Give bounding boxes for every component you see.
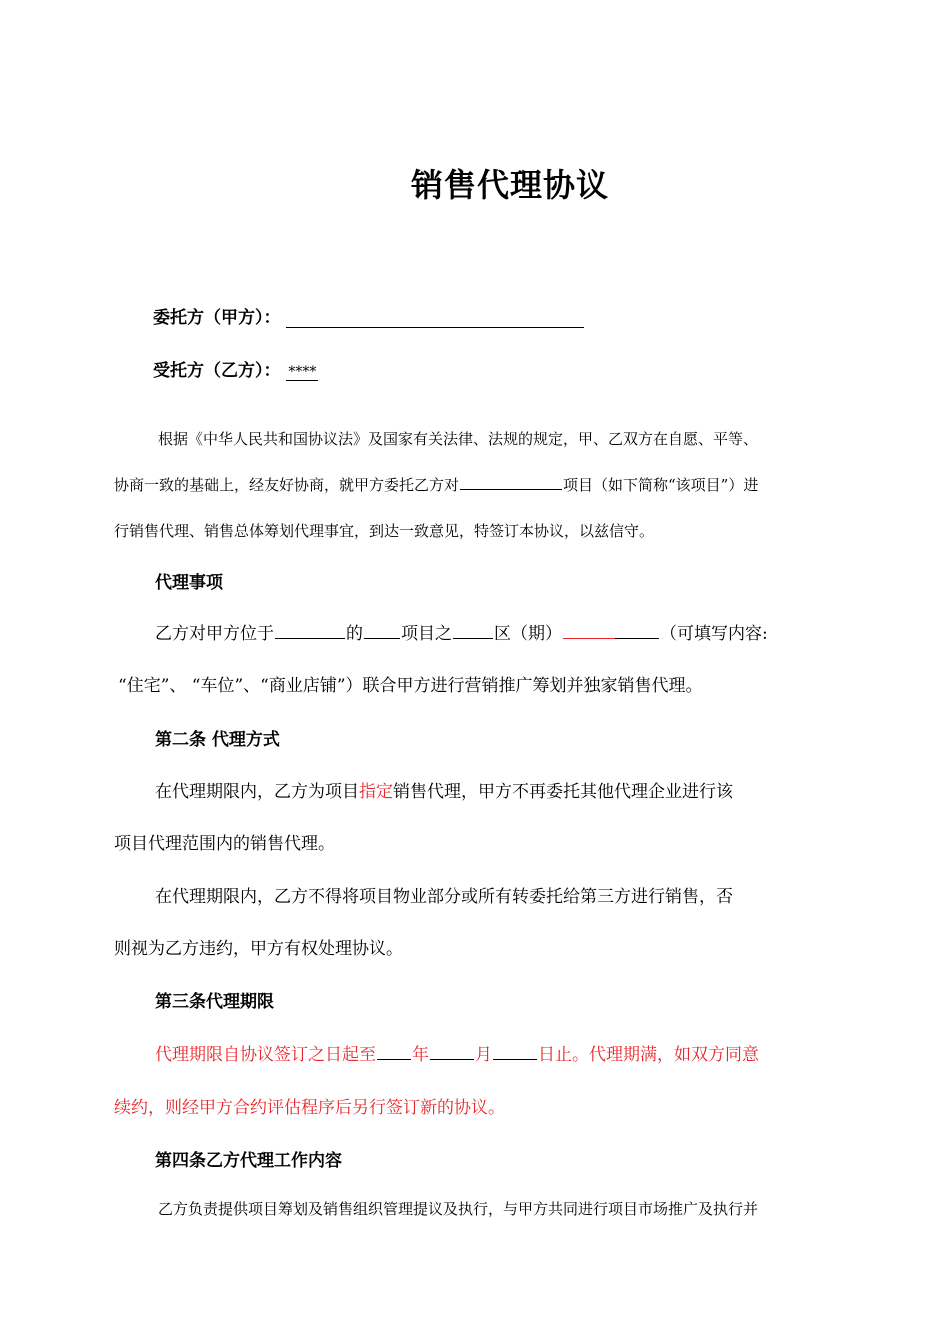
preamble-line-2-text-b: 项目（如下简称“该项目”）进 (563, 476, 759, 494)
content-blank-red (563, 637, 615, 639)
section-2-text-red: 指定 (359, 782, 393, 802)
section-4-heading: 第四条乙方代理工作内容 (155, 1151, 342, 1171)
section-3-text-a: 代理期限自协议签订之日起至 (155, 1045, 376, 1065)
section-2-text-a: 在代理期限内，乙方为项目 (155, 782, 359, 802)
project-name-blank (364, 637, 400, 639)
section-1-line-2: “住宅”、 “车位”、“商业店铺”）联合甲方进行营销推广筹划并独家销售代理。 (118, 676, 703, 696)
section-4-line-1: 乙方负责提供项目筹划及销售组织管理提议及执行，与甲方共同进行项目市场推广及执行并 (158, 1200, 759, 1218)
preamble-line-2 (114, 474, 758, 495)
party-b-label: 受托方（乙方）： (153, 361, 281, 381)
section-1-text-d: 区（期） (494, 624, 562, 644)
section-2-para-1-line-2: 项目代理范围内的销售代理。 (114, 834, 335, 854)
section-3-text-b: 年 (412, 1045, 429, 1065)
location-blank (275, 637, 345, 639)
section-3-line-1 (155, 1040, 759, 1065)
section-2-para-2-line-2: 则视为乙方违约，甲方有权处理协议。 (114, 939, 403, 959)
section-1-text-a: 乙方对甲方位于 (155, 624, 274, 644)
zone-blank (453, 637, 493, 639)
party-b-value: **** (288, 364, 317, 380)
section-1-text-e: （可填写内容: (660, 624, 768, 644)
section-1-heading: 代理事项 (155, 573, 223, 593)
preamble-line-2-text-a: 协商一致的基础上，经友好协商，就甲方委托乙方对 (114, 476, 460, 494)
section-3-line-2: 续约，则经甲方合约评估程序后另行签订新的协议。 (114, 1098, 505, 1118)
section-3-text-c: 月 (475, 1045, 492, 1065)
section-3-text-d: 日止。代理期满，如双方同意 (538, 1045, 759, 1065)
section-1-line-1 (155, 619, 768, 644)
day-blank (493, 1058, 537, 1060)
document-title: 销售代理协议 (410, 166, 609, 204)
preamble-line-3: 行销售代理、销售总体筹划代理事宜，到达一致意见，特签订本协议，以兹信守。 (114, 522, 655, 540)
content-blank (615, 637, 659, 639)
party-b-row (153, 356, 318, 381)
project-blank (460, 488, 562, 490)
year-blank (377, 1058, 411, 1060)
month-blank (430, 1058, 474, 1060)
party-a-label: 委托方（甲方）： (153, 308, 281, 328)
section-3-heading: 第三条代理期限 (155, 992, 274, 1012)
preamble-line-1: 根据《中华人民共和国协议法》及国家有关法律、法规的规定，甲、乙双方在自愿、平等、 (158, 430, 759, 448)
section-2-para-1-line-1 (155, 777, 733, 802)
section-1-text-c: 项目之 (401, 624, 452, 644)
party-a-row (153, 303, 584, 328)
section-1-text-b: 的 (346, 624, 363, 644)
party-a-blank (286, 309, 584, 328)
section-2-text-b: 销售代理，甲方不再委托其他代理企业进行该 (393, 782, 733, 802)
section-2-para-2-line-1: 在代理期限内，乙方不得将项目物业部分或所有转委托给第三方进行销售，否 (155, 887, 733, 907)
section-2-heading: 第二条 代理方式 (155, 730, 280, 750)
